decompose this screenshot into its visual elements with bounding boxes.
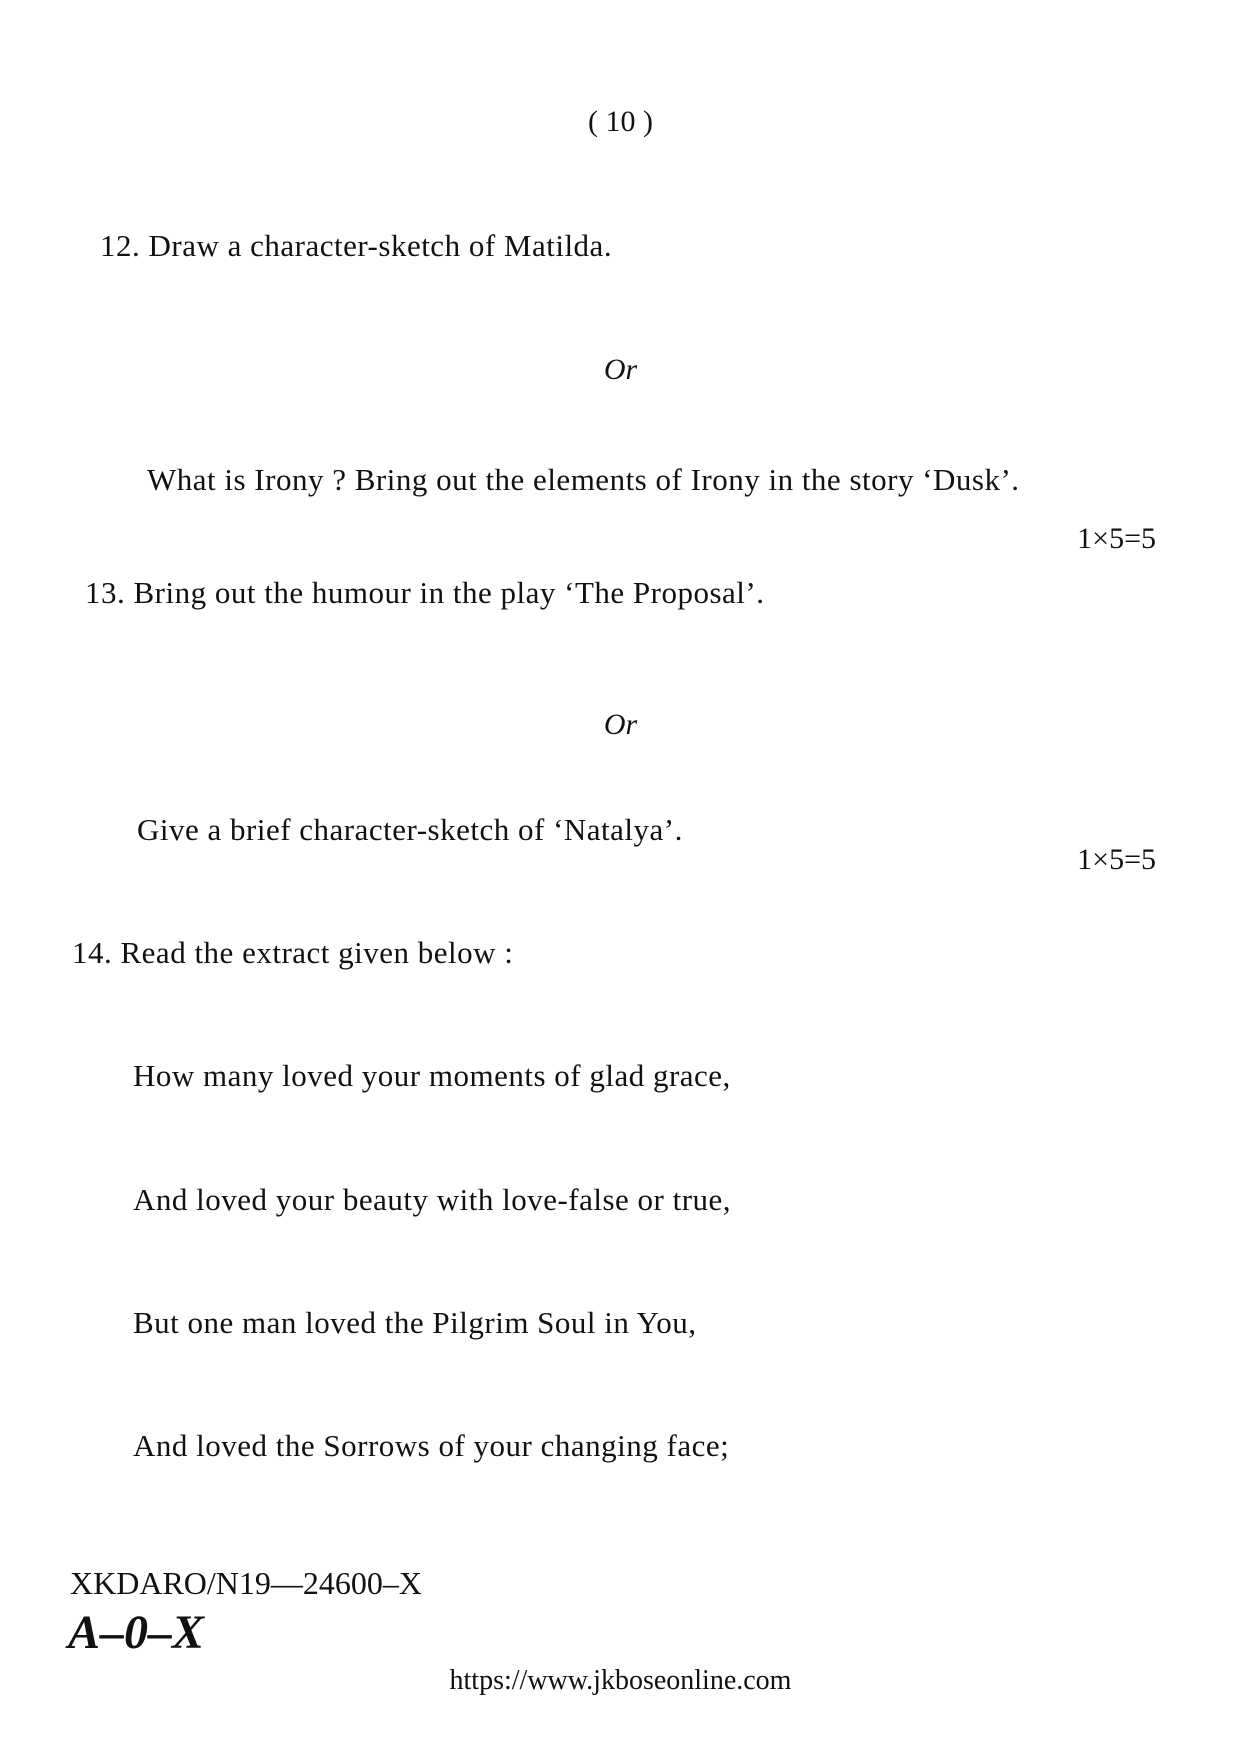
page-number: ( 10 ) — [588, 105, 653, 138]
question-text: Draw a character-sketch of Matilda. — [148, 228, 613, 263]
question-12 — [100, 228, 612, 264]
poem-line: And loved the Sorrows of your changing face; — [133, 1428, 730, 1463]
question-13 — [85, 575, 764, 611]
question-number: 14. — [72, 935, 113, 970]
marks-label: 1×5=5 — [1077, 522, 1156, 555]
question-number: 13. — [85, 575, 126, 610]
poem-line: And loved your beauty with love-false or true, — [133, 1182, 732, 1217]
question-12-alternative: What is Irony ? Bring out the elements of Irony in the story ‘Dusk’. — [147, 462, 1020, 497]
paper-code: XKDARO/N19—24600–X — [70, 1565, 422, 1601]
footer-url: https://www.jkboseonline.com — [449, 1665, 792, 1696]
poem-line: But one man loved the Pilgrim Soul in You, — [133, 1305, 697, 1340]
question-13-alternative: Give a brief character-sketch of ‘Natalya’. — [137, 812, 683, 847]
question-text: Read the extract given below : — [120, 935, 514, 970]
set-code: A–0–X — [68, 1606, 205, 1659]
or-divider: Or — [603, 353, 638, 386]
question-text: Bring out the humour in the play ‘The Proposal’. — [133, 575, 765, 610]
poem-line: How many loved your moments of glad grace, — [133, 1058, 731, 1093]
or-divider: Or — [603, 708, 638, 741]
question-number: 12. — [100, 228, 141, 263]
question-14 — [72, 935, 513, 971]
marks-label: 1×5=5 — [1077, 843, 1156, 876]
